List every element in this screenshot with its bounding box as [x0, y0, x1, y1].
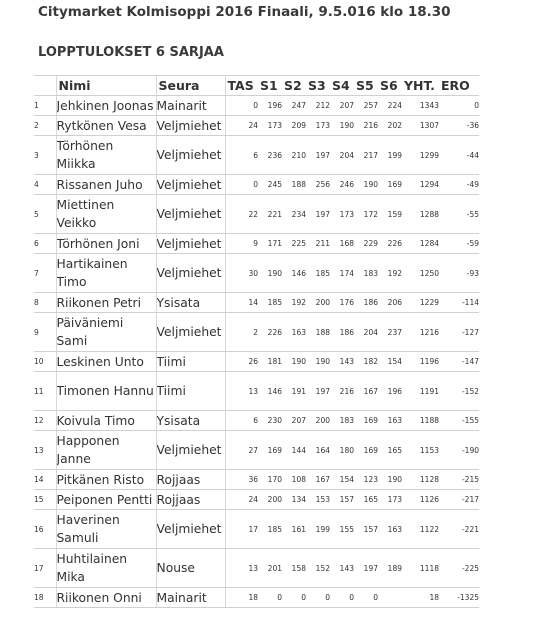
rank-cell: 8: [34, 293, 56, 313]
table-row: [34, 372, 479, 411]
score-s6-cell: 237: [378, 313, 402, 352]
score-s5-cell: 182: [354, 352, 378, 372]
table-row: [34, 411, 479, 431]
handicap-cell: 2: [225, 313, 258, 352]
score-s3-cell: 0: [306, 588, 330, 608]
header-diff: ERO: [439, 76, 479, 96]
handicap-cell: 6: [225, 411, 258, 431]
score-s1-cell: 0: [258, 588, 282, 608]
score-s5-cell: 257: [354, 96, 378, 116]
difference-cell: -147: [439, 352, 479, 372]
score-s5-cell: 157: [354, 510, 378, 549]
player-name-cell: Päiväniemi Sami: [56, 313, 156, 352]
score-s2-cell: 192: [282, 293, 306, 313]
difference-cell: -55: [439, 195, 479, 234]
score-s2-cell: 108: [282, 470, 306, 490]
score-s2-cell: 146: [282, 254, 306, 293]
difference-cell: -59: [439, 234, 479, 254]
total-cell: 1343: [402, 96, 439, 116]
table-row: [34, 195, 479, 234]
score-s5-cell: 0: [354, 588, 378, 608]
club-cell: Tiimi: [156, 352, 225, 372]
rank-cell: 11: [34, 372, 56, 411]
difference-cell: -1325: [439, 588, 479, 608]
total-cell: 1288: [402, 195, 439, 234]
score-s2-cell: 144: [282, 431, 306, 470]
score-s3-cell: 173: [306, 116, 330, 136]
score-s5-cell: 217: [354, 136, 378, 175]
difference-cell: -152: [439, 372, 479, 411]
score-s1-cell: 221: [258, 195, 282, 234]
score-s3-cell: 167: [306, 470, 330, 490]
table-row: [34, 352, 479, 372]
rank-cell: 1: [34, 96, 56, 116]
club-cell: Veljmiehet: [156, 234, 225, 254]
score-s6-cell: 196: [378, 372, 402, 411]
difference-cell: -225: [439, 549, 479, 588]
player-name-cell: Rytkönen Vesa: [56, 116, 156, 136]
score-s6-cell: 202: [378, 116, 402, 136]
table-row: [34, 490, 479, 510]
score-s1-cell: 196: [258, 96, 282, 116]
score-s6-cell: 169: [378, 175, 402, 195]
total-cell: 1196: [402, 352, 439, 372]
score-s2-cell: 210: [282, 136, 306, 175]
score-s6-cell: 199: [378, 136, 402, 175]
handicap-cell: 13: [225, 372, 258, 411]
difference-cell: 0: [439, 96, 479, 116]
score-s1-cell: 173: [258, 116, 282, 136]
score-s4-cell: 216: [330, 372, 354, 411]
score-s5-cell: 190: [354, 175, 378, 195]
score-s1-cell: 236: [258, 136, 282, 175]
total-cell: 1307: [402, 116, 439, 136]
score-s6-cell: 189: [378, 549, 402, 588]
rank-cell: 7: [34, 254, 56, 293]
total-cell: 1122: [402, 510, 439, 549]
header-s1: S1: [258, 76, 282, 96]
score-s4-cell: 157: [330, 490, 354, 510]
score-s1-cell: 190: [258, 254, 282, 293]
rank-cell: 10: [34, 352, 56, 372]
score-s5-cell: 229: [354, 234, 378, 254]
player-name-cell: Jehkinen Joonas: [56, 96, 156, 116]
score-s3-cell: 197: [306, 136, 330, 175]
score-s5-cell: 123: [354, 470, 378, 490]
score-s2-cell: 134: [282, 490, 306, 510]
score-s1-cell: 226: [258, 313, 282, 352]
player-name-cell: Rissanen Juho: [56, 175, 156, 195]
score-s5-cell: 169: [354, 411, 378, 431]
score-s4-cell: 204: [330, 136, 354, 175]
table-row: [34, 175, 479, 195]
handicap-cell: 36: [225, 470, 258, 490]
rank-cell: 14: [34, 470, 56, 490]
rank-cell: 6: [34, 234, 56, 254]
table-row: [34, 136, 479, 175]
table-row: [34, 234, 479, 254]
difference-cell: -114: [439, 293, 479, 313]
header-s5: S5: [354, 76, 378, 96]
header-club: Seura: [156, 76, 225, 96]
rank-cell: 5: [34, 195, 56, 234]
score-s3-cell: 153: [306, 490, 330, 510]
difference-cell: -36: [439, 116, 479, 136]
handicap-cell: 27: [225, 431, 258, 470]
score-s5-cell: 197: [354, 549, 378, 588]
table-row: [34, 431, 479, 470]
score-s6-cell: 190: [378, 470, 402, 490]
score-s2-cell: 188: [282, 175, 306, 195]
score-s4-cell: 155: [330, 510, 354, 549]
player-name-cell: Hartikainen Timo: [56, 254, 156, 293]
header-name: Nimi: [56, 76, 156, 96]
difference-cell: -215: [439, 470, 479, 490]
total-cell: 1191: [402, 372, 439, 411]
table-row: [34, 510, 479, 549]
table-row: [34, 588, 479, 608]
score-s6-cell: 154: [378, 352, 402, 372]
score-s6-cell: 226: [378, 234, 402, 254]
total-cell: 1294: [402, 175, 439, 195]
club-cell: Rojjaas: [156, 470, 225, 490]
score-s3-cell: 152: [306, 549, 330, 588]
club-cell: Veljmiehet: [156, 175, 225, 195]
player-name-cell: Haverinen Samuli: [56, 510, 156, 549]
handicap-cell: 17: [225, 510, 258, 549]
table-row: [34, 549, 479, 588]
club-cell: Veljmiehet: [156, 313, 225, 352]
club-cell: Ysisata: [156, 411, 225, 431]
score-s2-cell: 161: [282, 510, 306, 549]
total-cell: 18: [402, 588, 439, 608]
header-s4: S4: [330, 76, 354, 96]
score-s1-cell: 185: [258, 293, 282, 313]
score-s5-cell: 186: [354, 293, 378, 313]
table-header-row: [34, 76, 479, 96]
total-cell: 1216: [402, 313, 439, 352]
handicap-cell: 30: [225, 254, 258, 293]
score-s5-cell: 183: [354, 254, 378, 293]
rank-cell: 15: [34, 490, 56, 510]
header-s3: S3: [306, 76, 330, 96]
score-s4-cell: 174: [330, 254, 354, 293]
club-cell: Tiimi: [156, 372, 225, 411]
score-s6-cell: 163: [378, 510, 402, 549]
difference-cell: -221: [439, 510, 479, 549]
handicap-cell: 0: [225, 175, 258, 195]
header-rank: [34, 76, 56, 96]
score-s6-cell: [378, 588, 402, 608]
rank-cell: 3: [34, 136, 56, 175]
difference-cell: -190: [439, 431, 479, 470]
header-s6: S6: [378, 76, 402, 96]
difference-cell: -127: [439, 313, 479, 352]
table-row: [34, 254, 479, 293]
score-s4-cell: 183: [330, 411, 354, 431]
score-s3-cell: 212: [306, 96, 330, 116]
score-s2-cell: 190: [282, 352, 306, 372]
club-cell: Veljmiehet: [156, 116, 225, 136]
score-s2-cell: 158: [282, 549, 306, 588]
score-s3-cell: 256: [306, 175, 330, 195]
handicap-cell: 18: [225, 588, 258, 608]
score-s3-cell: 188: [306, 313, 330, 352]
score-s3-cell: 190: [306, 352, 330, 372]
total-cell: 1188: [402, 411, 439, 431]
header-s2: S2: [282, 76, 306, 96]
score-s2-cell: 247: [282, 96, 306, 116]
score-s6-cell: 159: [378, 195, 402, 234]
score-s5-cell: 172: [354, 195, 378, 234]
score-s2-cell: 225: [282, 234, 306, 254]
player-name-cell: Riikonen Petri: [56, 293, 156, 313]
club-cell: Veljmiehet: [156, 136, 225, 175]
rank-cell: 12: [34, 411, 56, 431]
score-s4-cell: 246: [330, 175, 354, 195]
score-s6-cell: 173: [378, 490, 402, 510]
score-s2-cell: 163: [282, 313, 306, 352]
score-s5-cell: 167: [354, 372, 378, 411]
score-s4-cell: 190: [330, 116, 354, 136]
table-row: [34, 313, 479, 352]
rank-cell: 16: [34, 510, 56, 549]
player-name-cell: Huhtilainen Mika: [56, 549, 156, 588]
score-s4-cell: 154: [330, 470, 354, 490]
results-table: [34, 75, 479, 608]
results-body: [34, 96, 479, 608]
score-s1-cell: 245: [258, 175, 282, 195]
score-s1-cell: 185: [258, 510, 282, 549]
score-s1-cell: 170: [258, 470, 282, 490]
score-s6-cell: 224: [378, 96, 402, 116]
table-row: [34, 293, 479, 313]
score-s3-cell: 200: [306, 411, 330, 431]
score-s5-cell: 204: [354, 313, 378, 352]
club-cell: Ysisata: [156, 293, 225, 313]
score-s5-cell: 169: [354, 431, 378, 470]
handicap-cell: 14: [225, 293, 258, 313]
rank-cell: 9: [34, 313, 56, 352]
difference-cell: -155: [439, 411, 479, 431]
score-s4-cell: 176: [330, 293, 354, 313]
score-s2-cell: 191: [282, 372, 306, 411]
score-s1-cell: 201: [258, 549, 282, 588]
table-row: [34, 96, 479, 116]
rank-cell: 18: [34, 588, 56, 608]
player-name-cell: Koivula Timo: [56, 411, 156, 431]
score-s6-cell: 165: [378, 431, 402, 470]
difference-cell: -49: [439, 175, 479, 195]
score-s3-cell: 197: [306, 372, 330, 411]
header-tas: TAS: [225, 76, 258, 96]
player-name-cell: Leskinen Unto: [56, 352, 156, 372]
score-s1-cell: 146: [258, 372, 282, 411]
header-total: YHT.: [402, 76, 439, 96]
handicap-cell: 24: [225, 490, 258, 510]
score-s4-cell: 168: [330, 234, 354, 254]
score-s4-cell: 143: [330, 549, 354, 588]
score-s6-cell: 192: [378, 254, 402, 293]
total-cell: 1153: [402, 431, 439, 470]
club-cell: Nouse: [156, 549, 225, 588]
score-s6-cell: 206: [378, 293, 402, 313]
player-name-cell: Riikonen Onni: [56, 588, 156, 608]
score-s4-cell: 143: [330, 352, 354, 372]
club-cell: Mainarit: [156, 588, 225, 608]
total-cell: 1126: [402, 490, 439, 510]
player-name-cell: Törhönen Joni: [56, 234, 156, 254]
score-s2-cell: 0: [282, 588, 306, 608]
total-cell: 1299: [402, 136, 439, 175]
score-s1-cell: 181: [258, 352, 282, 372]
handicap-cell: 0: [225, 96, 258, 116]
score-s1-cell: 169: [258, 431, 282, 470]
total-cell: 1128: [402, 470, 439, 490]
player-name-cell: Timonen Hannu: [56, 372, 156, 411]
rank-cell: 2: [34, 116, 56, 136]
total-cell: 1229: [402, 293, 439, 313]
difference-cell: -217: [439, 490, 479, 510]
score-s4-cell: 173: [330, 195, 354, 234]
score-s4-cell: 0: [330, 588, 354, 608]
rank-cell: 13: [34, 431, 56, 470]
score-s2-cell: 234: [282, 195, 306, 234]
handicap-cell: 24: [225, 116, 258, 136]
player-name-cell: Törhönen Miikka: [56, 136, 156, 175]
results-heading: LOPPTULOKSET 6 SARJAA: [38, 45, 224, 60]
table-row: [34, 470, 479, 490]
score-s3-cell: 200: [306, 293, 330, 313]
handicap-cell: 9: [225, 234, 258, 254]
score-s4-cell: 180: [330, 431, 354, 470]
score-s5-cell: 216: [354, 116, 378, 136]
score-s3-cell: 185: [306, 254, 330, 293]
score-s3-cell: 164: [306, 431, 330, 470]
score-s6-cell: 163: [378, 411, 402, 431]
score-s1-cell: 230: [258, 411, 282, 431]
handicap-cell: 13: [225, 549, 258, 588]
rank-cell: 17: [34, 549, 56, 588]
club-cell: Mainarit: [156, 96, 225, 116]
score-s4-cell: 186: [330, 313, 354, 352]
page-title: Citymarket Kolmisoppi 2016 Finaali, 9.5.016 klo 18.30: [38, 4, 451, 20]
player-name-cell: Pitkänen Risto: [56, 470, 156, 490]
table-row: [34, 116, 479, 136]
score-s1-cell: 171: [258, 234, 282, 254]
club-cell: Veljmiehet: [156, 431, 225, 470]
score-s2-cell: 209: [282, 116, 306, 136]
club-cell: Rojjaas: [156, 490, 225, 510]
player-name-cell: Peiponen Pentti: [56, 490, 156, 510]
difference-cell: -44: [439, 136, 479, 175]
rank-cell: 4: [34, 175, 56, 195]
score-s3-cell: 199: [306, 510, 330, 549]
score-s3-cell: 211: [306, 234, 330, 254]
difference-cell: -93: [439, 254, 479, 293]
player-name-cell: Miettinen Veikko: [56, 195, 156, 234]
score-s3-cell: 197: [306, 195, 330, 234]
total-cell: 1118: [402, 549, 439, 588]
handicap-cell: 22: [225, 195, 258, 234]
score-s5-cell: 165: [354, 490, 378, 510]
handicap-cell: 26: [225, 352, 258, 372]
score-s4-cell: 207: [330, 96, 354, 116]
club-cell: Veljmiehet: [156, 195, 225, 234]
player-name-cell: Happonen Janne: [56, 431, 156, 470]
club-cell: Veljmiehet: [156, 254, 225, 293]
handicap-cell: 6: [225, 136, 258, 175]
total-cell: 1284: [402, 234, 439, 254]
total-cell: 1250: [402, 254, 439, 293]
score-s1-cell: 200: [258, 490, 282, 510]
score-s2-cell: 207: [282, 411, 306, 431]
club-cell: Veljmiehet: [156, 510, 225, 549]
